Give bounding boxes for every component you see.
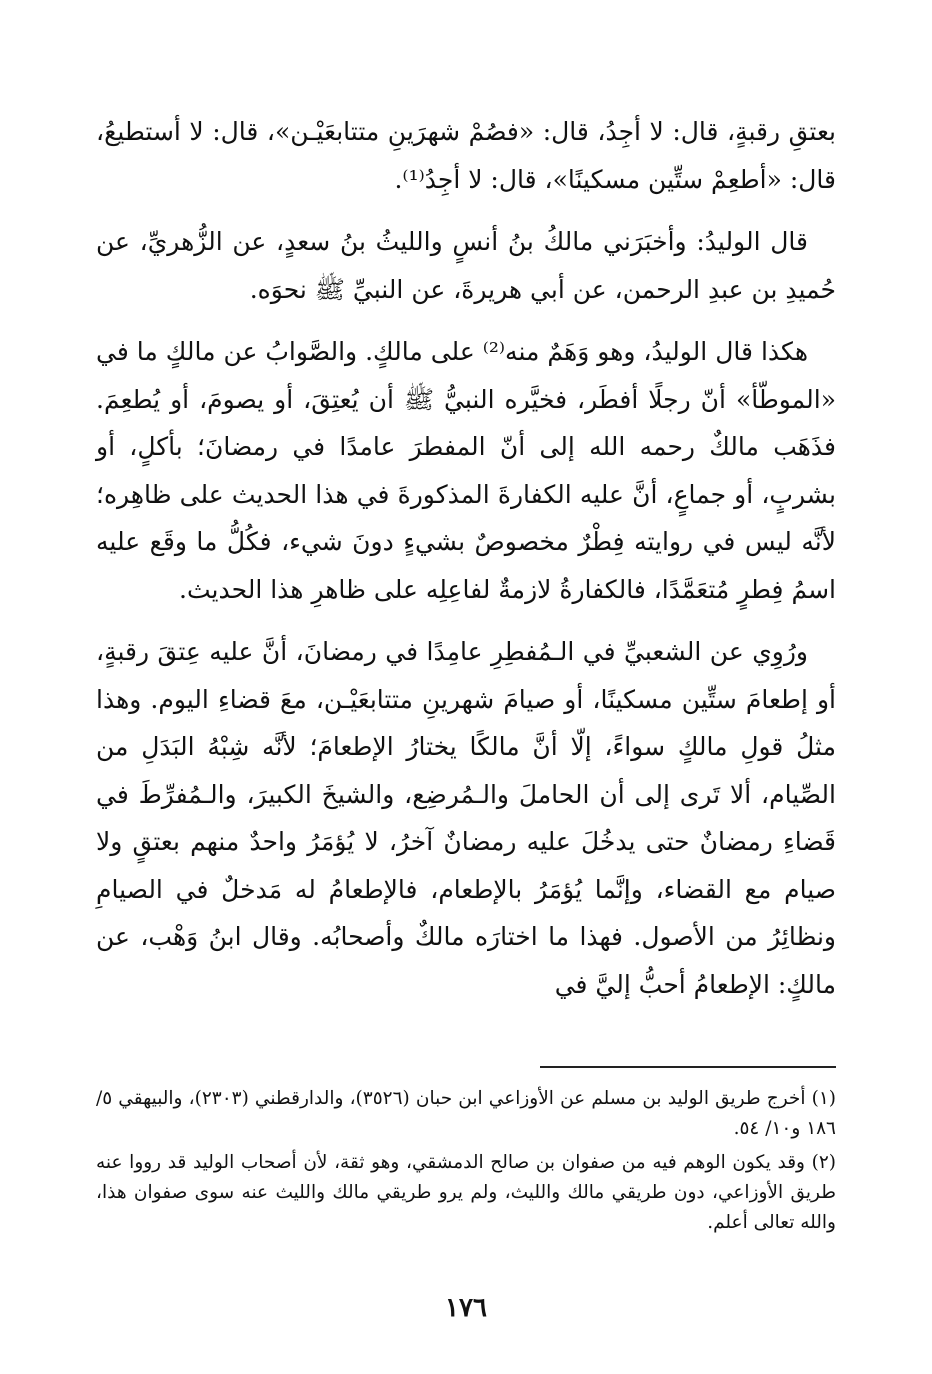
- footnotes: [96, 1084, 836, 1242]
- paragraph-text: قال الوليدُ: وأخبَرَني مالكُ بنُ أنسٍ والليثُ بنُ سعدٍ، عن الزُّهريِّ، عن حُميدِ بن عبدِ الرحمن، عن أبي هريرةَ، عن النبيِّ ﷺ نحوَه.: [96, 227, 836, 304]
- footnote-separator: [540, 1066, 836, 1068]
- paragraph: [96, 218, 836, 313]
- footnote: (١) أخرج طريق الوليد بن مسلم عن الأوزاعي ابن حبان (٣٥٢٦)، والدارقطني (٢٣٠٣)، والبيهقي ٥/ ١٨٦ و١٠/ ٥٤.: [96, 1088, 836, 1139]
- paragraph: [96, 328, 836, 613]
- footnote: (٢) وقد يكون الوهم فيه من صفوان بن صالح الدمشقي، وهو ثقة، لأن أصحاب الوليد قد رووا عنه طريق الأوزاعي، دون طريقي مالك والليث، ولم يرو طريقي مالك والليث عنه سوى صفوان هذا، والله تعالى أعلم.: [96, 1152, 836, 1233]
- paragraph: [96, 628, 836, 1008]
- paragraph: بعتقِ رقبةٍ، قال: لا أجِدُ، قال: «فصُمْ شهرَينِ متتابعَيْـن»، قال: لا أستطيعُ، قال: «أطعِمْ ستِّين مسكينًا»، قال: لا أجِدُ⁽¹⁾.: [96, 117, 836, 194]
- page-number: ١٧٦: [445, 1293, 487, 1323]
- main-text: [96, 108, 836, 1008]
- paragraph-text: ورُوِي عن الشعبيِّ في الـمُفطِرِ عامِدًا في رمضانَ، أنَّ عليه عِتقَ رقبةٍ، أو إطعامَ ستِّين مسكينًا، أو صيامَ شهرينِ متتابعَيْـن، معَ قضاءِ اليوم. وهذا مثلُ قولِ مالكٍ سواءً، إلّا أنَّ مالكًا يختارُ الإطعامَ؛ لأنَّه شِبْهُ البَدَلِ من الصِّيام، ألا تَرى إلى أن الحاملَ والـمُرضِع، والشيخَ الكبيرَ، والـمُفرِّطَ في قَضاءِ رمضانٌ حتى يدخُلَ عليه رمضانٌ آخرُ، لا يُؤمَرُ واحدٌ منهم بعتقٍ ولا صيام مع القضاء، وإنَّما يُؤمَرُ بالإطعام، فالإطعامُ له مَدخلٌ في الصيامِ ونظائِرُ من الأصول. فهذا ما اختارَه مالكٌ وأصحابُه. وقال ابنُ وَهْب، عن مالكٍ: الإطعامُ أحبُّ إليَّ في: [96, 637, 836, 999]
- paragraph-text: هكذا قال الوليدُ، وهو وَهَمٌ منه⁽²⁾ على مالكٍ. والصَّوابُ عن مالكٍ ما في «الموطّأ» أنّ رجلًا أفطَر، فخيَّره النبيُّ ﷺ أن يُعتِقَ، أو يصومَ، أو يُطعِمَ. فذَهَب مالكٌ رحمه الله إلى أنّ المفطرَ عامدًا في رمضانَ؛ بأكلٍ، أو بشربٍ، أو جماعٍ، أنَّ عليه الكفارةَ المذكورةَ في هذا الحديث على ظاهِره؛ لأنَّه ليس في روايته فِطْرٌ مخصوصٌ بشيءٍ دونَ شيء، فكُلُّ ما وقَع عليه اسمُ فِطرٍ مُتعَمَّدًا، فالكفارةُ لازمةٌ لفاعِلِه على ظاهرِ هذا الحديث.: [96, 337, 836, 604]
